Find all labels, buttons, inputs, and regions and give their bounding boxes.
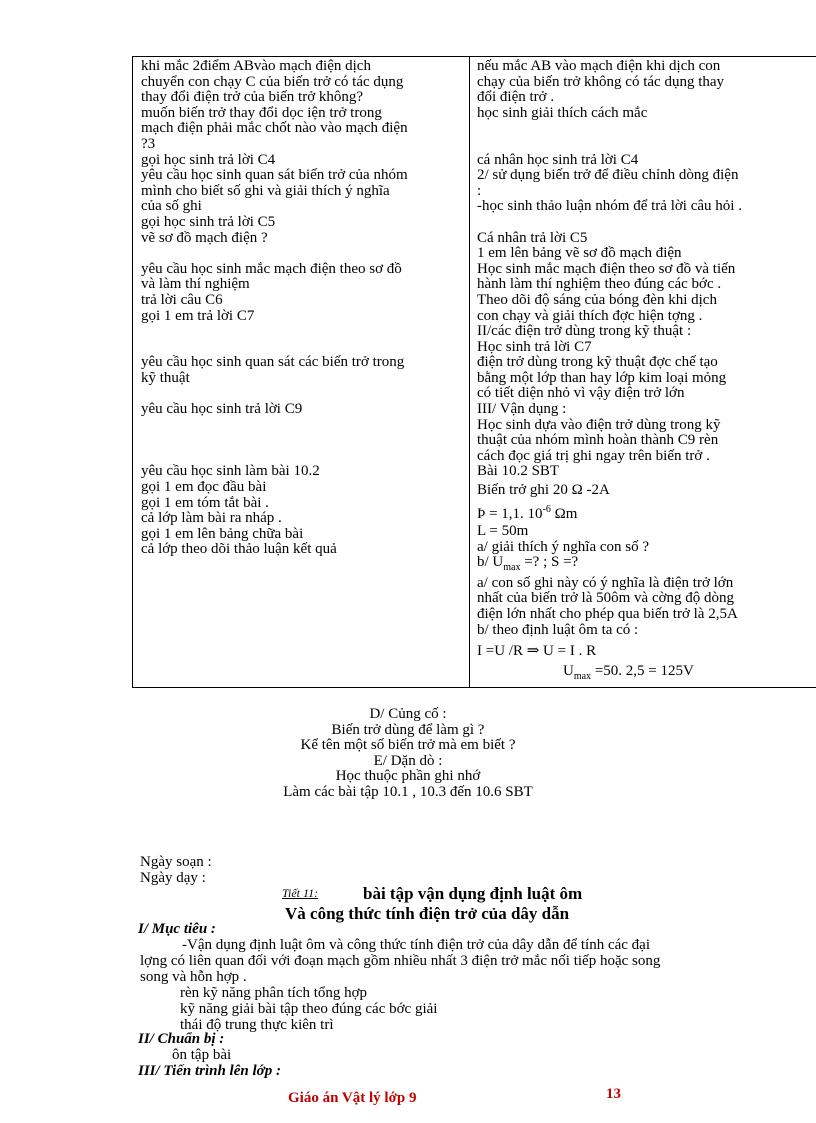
student-line: a/ con số ghi này có ý nghĩa là điện trở lớn xyxy=(477,574,734,591)
student-line: Theo dõi độ sáng của bóng đèn khi dịch xyxy=(477,291,717,308)
teacher-line: gọi 1 em trả lời C7 xyxy=(141,307,255,324)
student-line: III/ Vận dụng : xyxy=(477,401,567,418)
student-line xyxy=(477,215,816,231)
rho-symbol: Þ xyxy=(477,506,486,523)
teacher-line: chuyển con chạy C của biến trở có tác dụng xyxy=(141,73,404,90)
lesson-table xyxy=(132,56,816,688)
student-line: cá nhân học sinh trả lời C4 xyxy=(477,151,639,168)
question-a: a/ giải thích ý nghĩa con số ? xyxy=(477,538,650,555)
student-line: hành làm thí nghiệm theo đúng các bớc . xyxy=(477,276,722,293)
student-line: Bài 10.2 SBT xyxy=(477,463,560,480)
teacher-line: mình cho biết số ghi và giải thích ý nghĩa xyxy=(141,182,390,199)
teacher-line: yêu cầu học sinh trả lời C9 xyxy=(141,401,303,418)
student-line: bằng một lớp than hay lớp kim loại mỏng xyxy=(477,369,727,386)
teacher-line: và làm thí nghiệm xyxy=(141,276,250,293)
consolidation-line: E/ Dặn dò : xyxy=(373,752,443,769)
resistivity-formula: Þ = 1,1. $10^{-6}$ Ωm xyxy=(477,504,578,523)
teacher-line: cả lớp theo dõi thảo luận kết quả xyxy=(141,541,337,558)
student-line: -học sinh thảo luận nhóm để trả lời câu hỏi . xyxy=(477,198,742,215)
consolidation-line: Học thuộc phần ghi nhớ xyxy=(335,768,481,785)
teacher-line: gọi học sinh trả lời C5 xyxy=(141,213,276,230)
objective-line: -Vận dụng định luật ôm và công thức tính điện trở của dây dẫn để tính các đại xyxy=(182,937,651,953)
student-line: b/ theo định luật ôm ta có : xyxy=(477,621,639,638)
rheostat-rating: Biến trở ghi 20 Ω -2A xyxy=(477,482,610,499)
teacher-line xyxy=(141,386,463,402)
ohm-law: I =U /R ⇒ U = I . R xyxy=(477,643,597,660)
preparation-heading: II/ Chuẩn bị : xyxy=(138,1031,225,1047)
student-line: Học sinh dựa vào điện trở dùng trong kỹ xyxy=(477,416,721,433)
teacher-line: yêu cầu học sinh làm bài 10.2 xyxy=(141,463,320,480)
student-activities xyxy=(477,59,816,687)
lesson-title: bài tập vận dụng định luật ôm xyxy=(363,884,583,903)
teacher-line: trả lời câu C6 xyxy=(141,291,223,308)
student-line: 1 em lên bảng vẽ sơ đồ mạch điện xyxy=(477,245,682,262)
student-line: nhất của biến trở là 50ôm và cờng độ dòng xyxy=(477,590,735,607)
teacher-line: yêu cầu học sinh quan sát các biến trở trong xyxy=(141,354,405,371)
teacher-line: yêu cầu học sinh quan sát biến trở của nhóm xyxy=(141,167,408,184)
teacher-line xyxy=(141,418,463,434)
teacher-line: cả lớp làm bài ra nháp . xyxy=(141,510,282,527)
teacher-line: của số ghi xyxy=(141,198,202,215)
implies-arrow: ⇒ xyxy=(526,643,540,660)
ohm-symbol: Ω xyxy=(571,482,583,499)
student-line: học sinh giải thích cách mắc xyxy=(477,104,648,121)
teacher-line: gọi 1 em đọc đầu bài xyxy=(141,479,267,496)
teacher-line: gọi học sinh trả lời C4 xyxy=(141,151,276,168)
page-number: 13 xyxy=(606,1086,621,1102)
student-line: đổi điện trở . xyxy=(477,89,555,106)
consolidation-line: D/ Củng cố : xyxy=(369,706,447,722)
teacher-line: vẽ sơ đồ mạch điện ? xyxy=(141,229,268,246)
teach-date: Ngày dạy : xyxy=(140,869,206,886)
umax-result: $U_{max} =50$. 2,5 = 125V xyxy=(563,663,694,683)
student-line: có tiết diện nhỏ vì vậy điện trở lớn xyxy=(477,385,685,402)
lesson-label: Tiết 11: xyxy=(282,886,319,900)
student-line: : xyxy=(477,182,482,199)
consolidation-section xyxy=(0,707,816,801)
student-line: thuật của nhóm mình hoàn thành C9 rèn xyxy=(477,432,719,449)
consolidation-line: Biến trở dùng để làm gì ? xyxy=(331,721,485,738)
teacher-line: mạch điện phải mắc chốt nào vào mạch điện xyxy=(141,120,408,137)
student-line: II/các điện trở dùng trong kỹ thuật : xyxy=(477,323,692,340)
objective-line: lợng có liên quan đối với đoạn mạch gồm nhiều nhất 3 điện trở mắc nối tiếp hoặc song xyxy=(140,953,661,969)
student-line: nếu mắc AB vào mạch điện khi dịch con xyxy=(477,58,721,74)
teacher-line: yêu cầu học sinh mắc mạch điện theo sơ đồ xyxy=(141,260,402,277)
student-line: Học sinh trả lời C7 xyxy=(477,338,592,355)
objective-item: kỹ năng giải bài tập theo đúng các bớc giải xyxy=(180,1001,438,1017)
dates-block xyxy=(140,855,212,886)
teacher-line: gọi 1 em tóm tắt bài . xyxy=(141,494,269,511)
consolidation-line: Làm các bài tập 10.1 , 10.3 đến 10.6 SBT xyxy=(283,783,533,800)
student-line xyxy=(477,137,816,153)
student-line xyxy=(477,121,816,137)
prep-date: Ngày soạn : xyxy=(140,854,212,870)
question-b: b/ $U_{max}$ =? ; S =? xyxy=(477,554,579,574)
student-line: Cá nhân trả lời C5 xyxy=(477,229,588,246)
teacher-line xyxy=(141,246,463,262)
lesson-subtitle: Và công thức tính điện trở của dây dẫn xyxy=(285,904,570,923)
student-line: cách đọc giá trị ghi ngay trên biến trở . xyxy=(477,447,710,464)
teacher-line: thay đổi điện trở của biến trở không? xyxy=(141,89,364,106)
teacher-line xyxy=(141,449,463,465)
teacher-line: ?3 xyxy=(141,135,156,152)
student-line: chạy của biến trở không có tác dụng thay xyxy=(477,73,725,90)
teacher-line: khi mắc 2điểm ABvào mạch điện dịch xyxy=(141,58,371,74)
length-value: L = 50m xyxy=(477,523,529,540)
teacher-line xyxy=(141,324,463,340)
objectives-heading: I/ Mục tiêu : xyxy=(138,921,216,937)
teacher-line xyxy=(141,433,463,449)
teacher-line: gọi 1 em lên bảng chữa bài xyxy=(141,525,304,542)
objective-item: thái độ trung thực kiên trì xyxy=(180,1017,334,1033)
student-line: điện lớn nhất cho phép qua biến trở là 2,5A xyxy=(477,606,738,622)
teacher-line: kỹ thuật xyxy=(141,369,190,386)
student-line: Học sinh mắc mạch điện theo sơ đồ và tiến xyxy=(477,260,736,277)
teacher-line: muốn biến trở thay đổi dọc iện trở trong xyxy=(141,104,382,121)
objective-line: song và hỗn hợp . xyxy=(140,969,247,985)
footer-title: Giáo án Vật lý lớp 9 xyxy=(288,1090,417,1106)
procedure-heading: III/ Tiến trình lên lớp : xyxy=(138,1063,281,1079)
teacher-line xyxy=(141,340,463,356)
teacher-activities xyxy=(141,59,463,558)
preparation-line: ôn tập bài xyxy=(172,1047,232,1063)
student-line: con chạy và giải thích đợc hiện tợng . xyxy=(477,307,703,324)
consolidation-line: Kể tên một số biến trở mà em biết ? xyxy=(300,737,516,754)
student-line: điện trở dùng trong kỹ thuật đợc chế tạo xyxy=(477,354,718,371)
objective-item: rèn kỹ năng phân tích tổng hợp xyxy=(180,985,368,1001)
student-line: 2/ sử dụng biến trở để điều chỉnh dòng điện xyxy=(477,167,739,184)
table-divider xyxy=(469,57,470,687)
